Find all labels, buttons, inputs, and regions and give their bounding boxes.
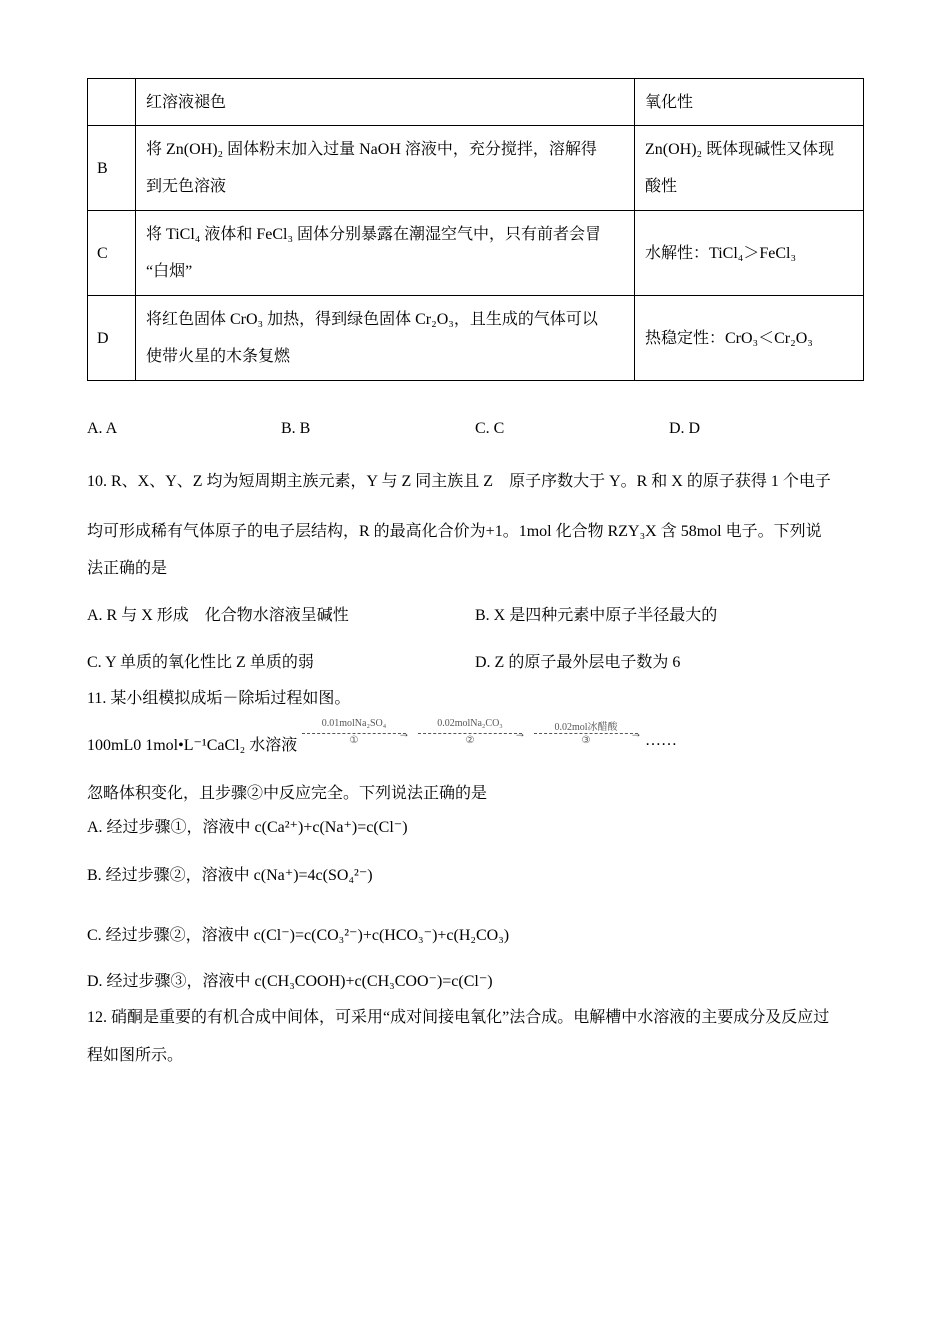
experiment-table	[87, 78, 864, 381]
arrow-head-icon: →	[398, 726, 410, 740]
q10-stem-line3: 法正确的是	[87, 560, 168, 577]
q11-note: 忽略体积变化，且步骤②中反应完全。下列说法正确的是	[87, 785, 488, 802]
q10-stem-line2: 均可形成稀有气体原子的电子层结构，R 的最高化合价为+1。1mol 化合物 RZY₃X 含 58mol 电子。下列说	[87, 523, 822, 540]
arrow-head-icon: →	[630, 726, 642, 740]
step1-arrow	[302, 718, 410, 748]
q11-option-b: B. 经过步骤②，溶液中 c(Na⁺)=4c(SO₄²⁻)	[87, 867, 373, 884]
row-experiment: 红溶液褪色	[136, 79, 635, 126]
row-conclusion: 水解性：TiCl₄＞FeCl₃	[635, 211, 864, 296]
step1-number: ①	[349, 735, 359, 746]
row-experiment: 将 TiCl₄ 液体和 FeCl₃ 固体分别暴露在潮湿空气中，只有前者会冒 “白烟”	[136, 211, 635, 296]
row-label	[88, 79, 136, 126]
q11-ellipsis: ……	[645, 732, 677, 749]
row-label: B	[88, 126, 136, 211]
row-experiment: 将红色固体 CrO₃ 加热，得到绿色固体 Cr₂O₃，且生成的气体可以 使带火星的木条复燃	[136, 296, 635, 381]
step3-reagent: 0.02mol冰醋酸	[554, 722, 618, 733]
arrow-head-icon: →	[514, 726, 526, 740]
step2-number: ②	[465, 735, 475, 746]
row-conclusion: 热稳定性：CrO₃＜Cr₂O₃	[635, 296, 864, 381]
table-row	[88, 126, 864, 211]
step3-arrow	[534, 718, 642, 748]
step1-reagent: 0.01molNa₂SO₄	[321, 718, 387, 729]
q11-stem: 11. 某小组模拟成垢－除垢过程如图。	[87, 690, 351, 707]
q10-stem-line1: 10. R、X、Y、Z 均为短周期主族元素，Y 与 Z 同主族且 Z 原子序数大于 Y。R 和 X 的原子获得 1 个电子	[87, 473, 831, 490]
q9-option-c: C. C	[475, 420, 505, 437]
arrow-line	[418, 733, 522, 734]
step2-arrow	[418, 718, 526, 748]
arrow-line	[302, 733, 406, 734]
step2-reagent: 0.02molNa₂CO₃	[437, 718, 503, 729]
q9-option-b: B. B	[281, 420, 311, 437]
q11-start-solution: 100mL0 1mol•L⁻¹CaCl₂ 水溶液	[87, 737, 298, 754]
table-row	[88, 296, 864, 381]
row-label: D	[88, 296, 136, 381]
q10-option-d: D. Z 的原子最外层电子数为 6	[475, 654, 681, 671]
q10-option-a: A. R 与 X 形成 化合物水溶液呈碱性	[87, 607, 349, 624]
q12-stem-line2: 程如图所示。	[87, 1047, 184, 1064]
q11-option-c: C. 经过步骤②，溶液中 c(Cl⁻)=c(CO₃²⁻)+c(HCO₃⁻)+c(H₂CO₃)	[87, 927, 510, 944]
q10-option-c: C. Y 单质的氧化性比 Z 单质的弱	[87, 654, 314, 671]
row-label: C	[88, 211, 136, 296]
table-row	[88, 79, 864, 126]
row-experiment: 将 Zn(OH)₂ 固体粉末加入过量 NaOH 溶液中，充分搅拌，溶解得 到无色溶液	[136, 126, 635, 211]
q11-option-d: D. 经过步骤③，溶液中 c(CH₃COOH)+c(CH₃COO⁻)=c(Cl⁻)	[87, 973, 493, 990]
step3-number: ③	[581, 735, 591, 746]
q10-option-b: B. X 是四种元素中原子半径最大的	[475, 607, 718, 624]
q9-option-d: D. D	[669, 420, 701, 437]
q11-option-a: A. 经过步骤①，溶液中 c(Ca²⁺)+c(Na⁺)=c(Cl⁻)	[87, 819, 408, 836]
arrow-line	[534, 733, 638, 734]
table-row	[88, 211, 864, 296]
row-conclusion: Zn(OH)₂ 既体现碱性又体现 酸性	[635, 126, 864, 211]
q12-stem-line1: 12. 硝酮是重要的有机合成中间体，可采用“成对间接电氧化”法合成。电解槽中水溶液的主要成分及反应过	[87, 1009, 830, 1026]
q9-option-a: A. A	[87, 420, 118, 437]
row-conclusion: 氧化性	[635, 79, 864, 126]
